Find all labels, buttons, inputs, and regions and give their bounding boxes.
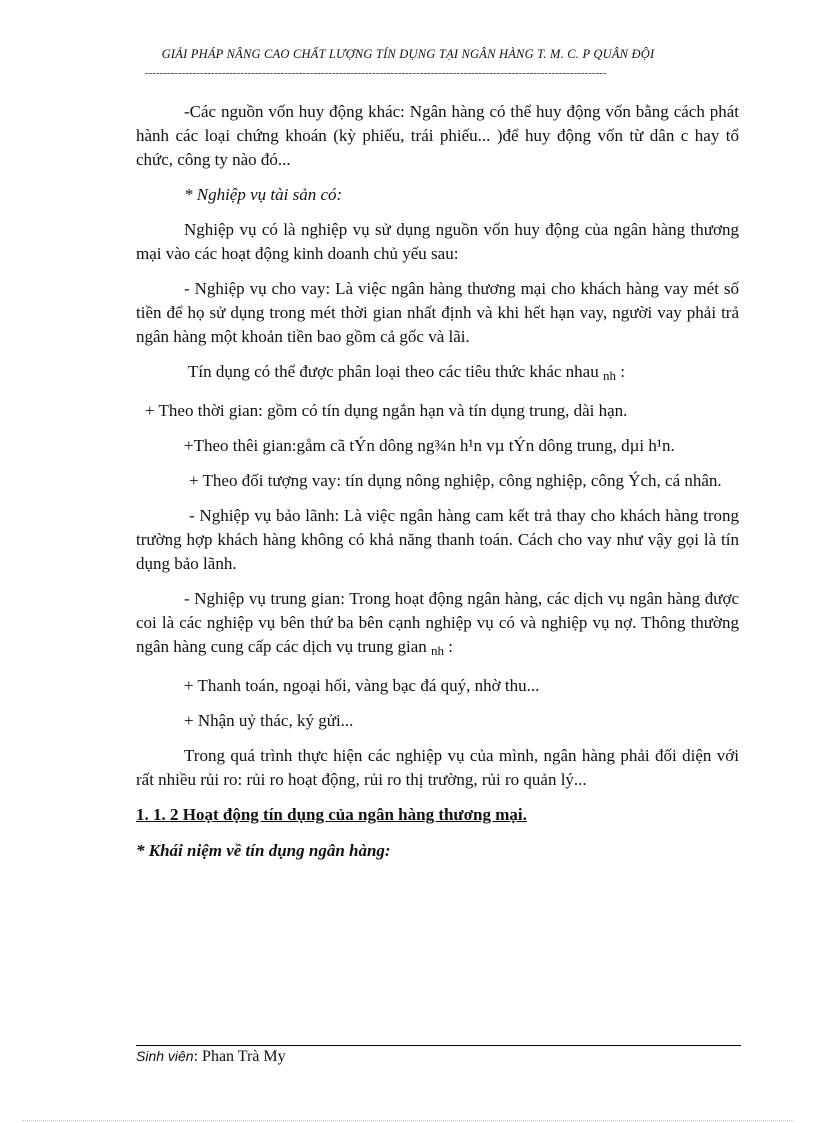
credit-classification-subscript: nh: [602, 368, 616, 383]
footer-rule: [136, 1045, 741, 1046]
header-dashed-rule: ------------------------------------------------------------------------------------------------------------------------------: [145, 67, 607, 79]
footer-student-name: : Phan Trà My: [193, 1048, 286, 1065]
section-asset-operations: * Nghiệp vụ tài sản có:: [184, 185, 343, 204]
paragraph-risks: Trong quá trình thực hiện các nghiệp vụ của mình, ngân hàng phải đối diện với rất nhiều rủi ro: rủi ro hoạt động, rủi ro thị trường, rủi ro quản lý...: [136, 746, 739, 789]
list-item-by-borrower: + Theo đối tượng vay: tín dụng nông nghiệp, công nghiệp, công Ých, cá nhân.: [189, 471, 722, 490]
credit-classification-colon: :: [615, 362, 625, 381]
paragraph-lending: - Nghiệp vụ cho vay: Là việc ngân hàng thương mại cho khách hàng vay mét số tiền để họ sử dụng trong mét thời gian nhất định và khi hết hạn vay, người vay phải trả ngân hàng một khoản tiền bao gồm cả gốc và lãi.: [136, 279, 739, 346]
intermediary-colon: :: [444, 637, 454, 656]
paragraph-guarantee: - Nghiệp vụ bảo lãnh: Là việc ngân hàng cam kết trả thay cho khách hàng trong trường hợp khách hàng không có khả năng thanh toán. Cách cho vay như vậy gọi là tín dụng bảo lãnh.: [136, 506, 739, 573]
paragraph-intermediary: [136, 587, 739, 663]
paragraph-credit-classification: [136, 360, 739, 388]
credit-classification-text: Tín dụng có thể được phân loại theo các tiêu thức khác nhau: [188, 362, 599, 381]
document-body: [136, 100, 739, 874]
subheading-credit-concept: * Khái niệm về tín dụng ngân hàng:: [136, 841, 391, 860]
page-footer: [136, 1048, 286, 1066]
paragraph-asset-operations: Nghiệp vụ có là nghiệp vụ sử dụng nguồn vốn huy động của ngân hàng thương mại vào các hoạt động kinh doanh chủ yếu sau:: [136, 220, 739, 263]
list-item-by-time-legacy: +Theo thêi gian:gåm cã tÝn dông ng¾n h¹n vµ tÝn dông trung, dµi h¹n.: [184, 436, 675, 455]
page-bottom-border: [22, 1120, 794, 1121]
list-item-by-time: + Theo thời gian: gồm có tín dụng ngắn hạn và tín dụng trung, dài hạn.: [145, 401, 628, 420]
section-heading-credit-activity: 1. 1. 2 Hoạt động tín dụng của ngân hàng thương mại.: [136, 805, 527, 824]
paragraph-other-capital-sources: -Các nguồn vốn huy động khác: Ngân hàng có thể huy động vốn bằng cách phát hành các loại chứng khoán (kỳ phiếu, trái phiếu... )để huy động vốn từ dân c hay tổ chức, công ty nào đó...: [136, 102, 739, 169]
footer-student-label: Sinh viên: [136, 1048, 194, 1064]
list-item-trust: + Nhận uỷ thác, ký gửi...: [184, 711, 354, 730]
intermediary-text: - Nghiệp vụ trung gian: Trong hoạt động ngân hàng, các dịch vụ ngân hàng được coi là các nghiệp vụ bên thứ ba bên cạnh nghiệp vụ có và nghiệp vụ nợ. Thông thường ngân hàng cung cấp các dịch vụ trung gian: [136, 589, 739, 656]
list-item-payment: + Thanh toán, ngoại hối, vàng bạc đá quý, nhờ thu...: [184, 676, 540, 695]
page-header-title: GIẢI PHÁP NÂNG CAO CHẤT LƯỢNG TÍN DỤNG TẠI NGÂN HÀNG T. M. C. P QUÂN ĐỘI: [161, 47, 655, 61]
intermediary-subscript: nh: [431, 643, 445, 658]
